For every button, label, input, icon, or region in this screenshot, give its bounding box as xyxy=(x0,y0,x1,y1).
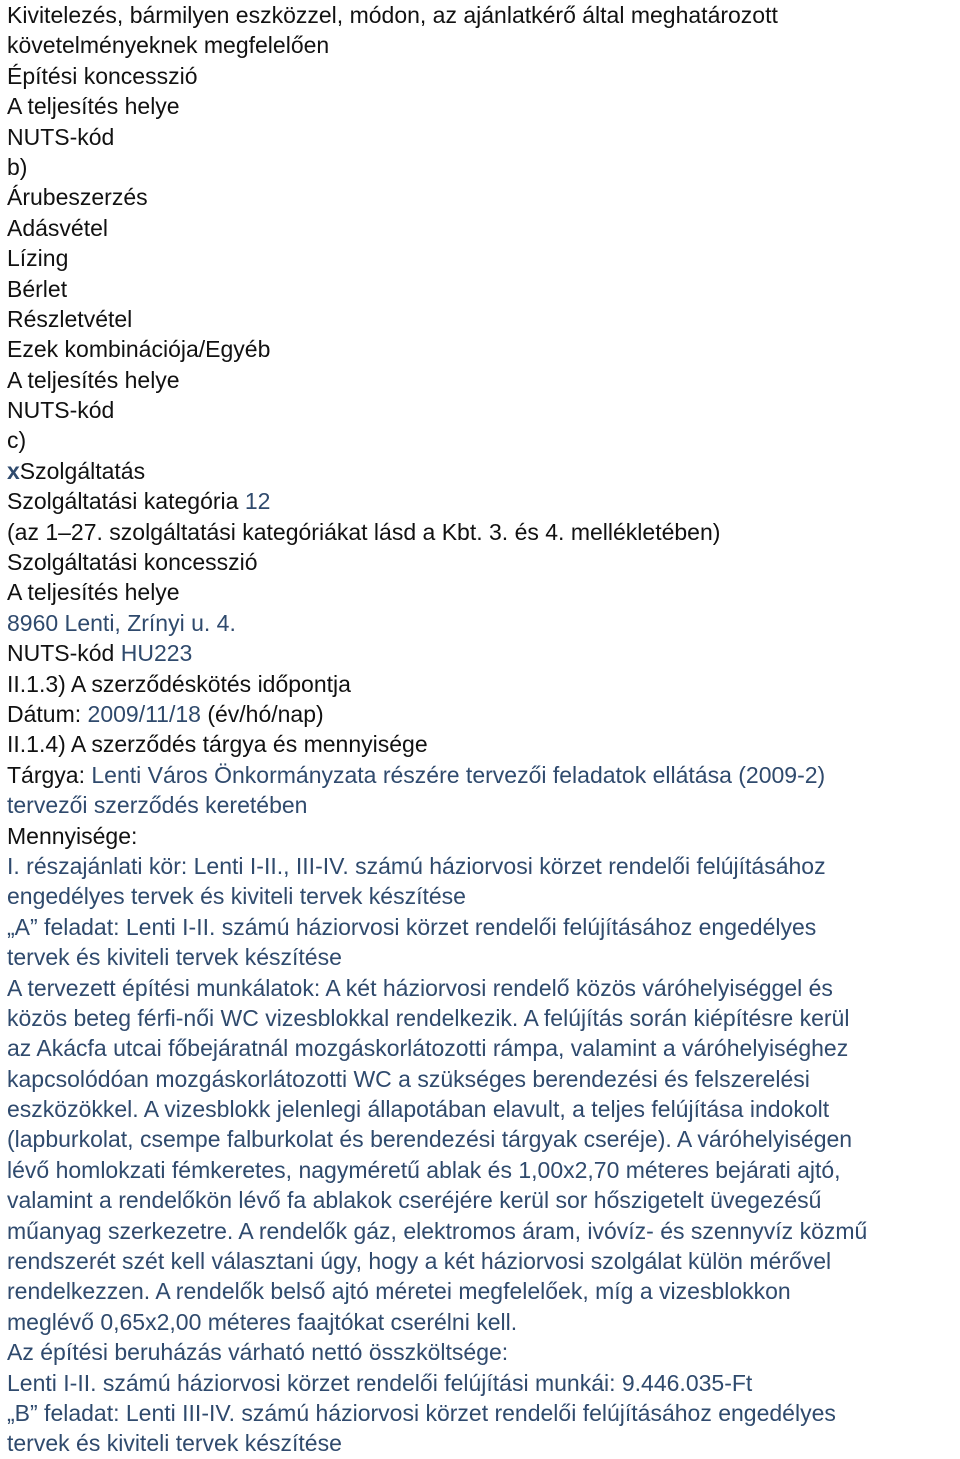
text-line xyxy=(7,1398,957,1428)
text-line xyxy=(7,30,957,60)
text-line xyxy=(7,243,957,273)
text-line xyxy=(7,0,957,30)
text-line xyxy=(7,61,957,91)
filled-value-text: meglévő 0,65x2,00 méteres faajtókat cserélni kell. xyxy=(7,1308,518,1335)
text-line xyxy=(7,1246,957,1276)
text-line xyxy=(7,425,957,455)
filled-value-text: 8960 Lenti, Zrínyi u. 4. xyxy=(7,609,236,636)
text-line xyxy=(7,91,957,121)
text-line xyxy=(7,1276,957,1306)
checkbox-mark: x xyxy=(7,457,20,484)
form-label-text: Lízing xyxy=(7,245,69,272)
text-line xyxy=(7,669,957,699)
form-label-text: c) xyxy=(7,427,27,454)
form-label-text: Ezek kombinációja/Egyéb xyxy=(7,336,271,363)
form-label-text: NUTS-kód xyxy=(7,640,121,667)
text-line xyxy=(7,152,957,182)
filled-value-text: rendszerét szét kell választani úgy, hogy a két háziorvosi szolgálat külön mérővel xyxy=(7,1248,832,1275)
form-label-text: A teljesítés helye xyxy=(7,579,180,606)
filled-value-text: Lenti Város Önkormányzata részére tervezői feladatok ellátása (2009-2) xyxy=(91,761,826,788)
document-body xyxy=(7,0,957,1459)
text-line xyxy=(7,1094,957,1124)
form-label-text: II.1.4) A szerződés tárgya és mennyisége xyxy=(7,731,428,758)
filled-value-text: tervek és kiviteli tervek készítése xyxy=(7,944,342,971)
filled-value-text: rendelkezzen. A rendelők belső ajtó méretei megfelelőek, míg a vizesblokkon xyxy=(7,1278,791,1305)
form-label-text: (az 1–27. szolgáltatási kategóriákat lásd a Kbt. 3. és 4. mellékletében) xyxy=(7,518,721,545)
filled-value-text: (lapburkolat, csempe falburkolat és berendezési tárgyak cseréje). A váróhelyiségen xyxy=(7,1126,853,1153)
text-line xyxy=(7,851,957,881)
form-label-text: Tárgya: xyxy=(7,761,92,788)
form-label-text: Szolgáltatási koncesszió xyxy=(7,549,258,576)
form-label-text: Bérlet xyxy=(7,275,68,302)
form-label-text: Szolgáltatás xyxy=(19,457,146,484)
text-line xyxy=(7,699,957,729)
filled-value-text: kapcsolódóan mozgáskorlátozotti WC a szükséges berendezési és felszerelési xyxy=(7,1065,810,1092)
text-line xyxy=(7,547,957,577)
text-line xyxy=(7,1033,957,1063)
filled-value-text: I. részajánlati kör: Lenti I-II., III-IV. számú háziorvosi körzet rendelői felújításához xyxy=(7,852,826,879)
text-line xyxy=(7,577,957,607)
text-line xyxy=(7,1428,957,1458)
text-line xyxy=(7,973,957,1003)
text-line xyxy=(7,942,957,972)
text-line xyxy=(7,821,957,851)
filled-value-text: engedélyes tervek és kiviteli tervek készítése xyxy=(7,883,466,910)
text-line xyxy=(7,760,957,790)
form-label-text: A teljesítés helye xyxy=(7,366,180,393)
text-line xyxy=(7,729,957,759)
filled-value-text: tervezői szerződés keretében xyxy=(7,792,308,819)
text-line xyxy=(7,1216,957,1246)
form-label-text: Árubeszerzés xyxy=(7,184,148,211)
filled-value-text: közös beteg férfi-női WC vizesblokkal rendelkezik. A felújítás során kiépítésre kerül xyxy=(7,1004,850,1031)
text-line xyxy=(7,638,957,668)
filled-value-text: lévő homlokzati fémkeretes, nagyméretű ablak és 1,00x2,70 méteres bejárati ajtó, xyxy=(7,1156,841,1183)
text-line xyxy=(7,1124,957,1154)
text-line xyxy=(7,1185,957,1215)
form-label-text: Mennyisége: xyxy=(7,822,138,849)
text-line xyxy=(7,1003,957,1033)
filled-value-text: „A” feladat: Lenti I-II. számú háziorvosi körzet rendelői felújításához engedélyes xyxy=(7,913,817,940)
filled-value-text: HU223 xyxy=(120,640,193,667)
filled-value-text: 12 xyxy=(244,488,271,515)
text-line xyxy=(7,122,957,152)
text-line xyxy=(7,608,957,638)
text-line xyxy=(7,456,957,486)
text-line xyxy=(7,274,957,304)
filled-value-text: A tervezett építési munkálatok: A két háziorvosi rendelő közös váróhelyiséggel és xyxy=(7,974,833,1001)
form-label-text: Adásvétel xyxy=(7,214,109,241)
text-line xyxy=(7,517,957,547)
form-label-text: Kivitelezés, bármilyen eszközzel, módon, az ajánlatkérő által meghatározott xyxy=(7,2,778,28)
text-line xyxy=(7,334,957,364)
text-line xyxy=(7,395,957,425)
filled-value-text: 2009/11/18 xyxy=(87,700,201,727)
form-label-text: Szolgáltatási kategória xyxy=(7,488,245,515)
filled-value-text: az Akácfa utcai főbejáratnál mozgáskorlátozotti rámpa, valamint a váróhelyiséghez xyxy=(7,1035,849,1062)
form-label-suffix: (év/hó/nap) xyxy=(200,700,324,727)
text-line xyxy=(7,790,957,820)
text-line xyxy=(7,304,957,334)
filled-value-text: Lenti I-II. számú háziorvosi körzet rendelői felújítási munkái: 9.446.035-Ft xyxy=(7,1369,753,1396)
form-label-text: NUTS-kód xyxy=(7,397,115,424)
text-line xyxy=(7,486,957,516)
text-line xyxy=(7,182,957,212)
text-line xyxy=(7,1155,957,1185)
text-line xyxy=(7,881,957,911)
filled-value-text: valamint a rendelőkön lévő fa ablakok cseréjére kerül sor hőszigetelt üvegezésű xyxy=(7,1187,822,1214)
form-label-text: A teljesítés helye xyxy=(7,93,180,120)
form-label-text: NUTS-kód xyxy=(7,123,115,150)
filled-value-text: „B” feladat: Lenti III-IV. számú háziorvosi körzet rendelői felújításához engedélyes xyxy=(7,1399,836,1426)
text-line xyxy=(7,1064,957,1094)
form-label-text: II.1.3) A szerződéskötés időpontja xyxy=(7,670,351,697)
form-label-text: Részletvétel xyxy=(7,305,133,332)
text-line xyxy=(7,1368,957,1398)
form-label-text: Dátum: xyxy=(7,700,88,727)
text-line xyxy=(7,365,957,395)
filled-value-text: Az építési beruházás várható nettó összköltsége: xyxy=(7,1339,509,1366)
text-line xyxy=(7,213,957,243)
form-label-text: Építési koncesszió xyxy=(7,62,198,89)
text-line xyxy=(7,1307,957,1337)
filled-value-text: műanyag szerkezetre. A rendelők gáz, elektromos áram, ivóvíz- és szennyvíz közmű xyxy=(7,1217,868,1244)
filled-value-text: eszközökkel. A vizesblokk jelenlegi állapotában elavult, a teljes felújítása indokolt xyxy=(7,1096,830,1123)
form-label-text: követelményeknek megfelelően xyxy=(7,32,330,59)
form-label-text: b) xyxy=(7,153,28,180)
filled-value-text: tervek és kiviteli tervek készítése xyxy=(7,1430,342,1457)
text-line xyxy=(7,1337,957,1367)
text-line xyxy=(7,912,957,942)
